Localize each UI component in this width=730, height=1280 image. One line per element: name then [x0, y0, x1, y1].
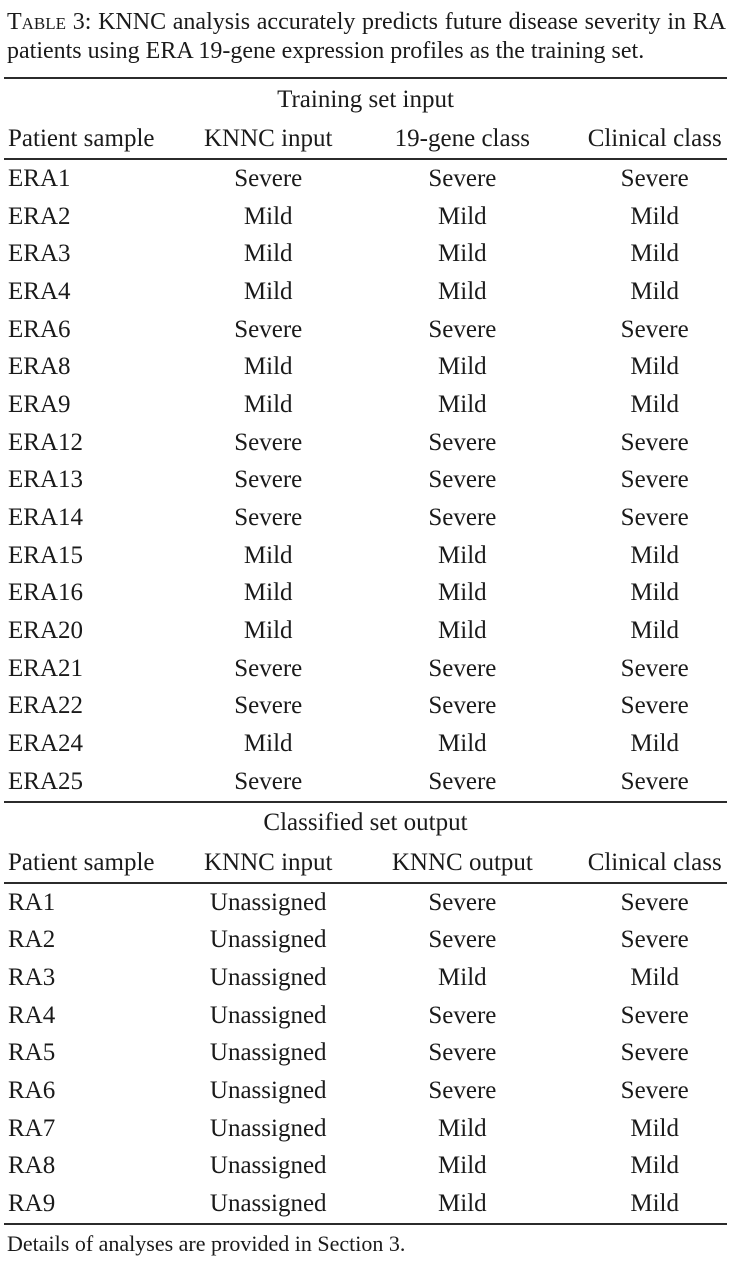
patient-sample-cell: ERA1 [8, 164, 71, 192]
clinical-class-cell: Mild [630, 579, 679, 607]
column-header-knnc-output: KNNC output [342, 844, 582, 883]
patient-sample-cell: ERA25 [8, 767, 83, 795]
knnc-results-table [4, 77, 727, 1225]
knnc-input-cell: Severe [234, 692, 303, 720]
clinical-class-cell: Severe [620, 1076, 689, 1104]
19-gene-class-cell: Mild [438, 579, 487, 607]
patient-sample-cell: ERA16 [8, 579, 83, 607]
patient-sample-cell: ERA6 [8, 315, 71, 343]
clinical-class-cell: Mild [630, 617, 679, 645]
column-header-19-gene-class: 19-gene class [342, 120, 582, 159]
knnc-output-cell: Mild [438, 1190, 487, 1218]
19-gene-class-cell: Severe [428, 504, 497, 532]
knnc-input-cell: Severe [234, 466, 303, 494]
clinical-class-cell: Mild [630, 277, 679, 305]
patient-sample-cell: RA8 [8, 1152, 56, 1180]
19-gene-class-cell: Severe [428, 692, 497, 720]
knnc-input-cell: Unassigned [209, 926, 327, 954]
column-header-clinical-class: Clinical class [582, 120, 727, 159]
clinical-class-cell: Severe [620, 315, 689, 343]
column-header-clinical-class: Clinical class [582, 844, 727, 883]
column-header-patient-sample: Patient sample [4, 844, 194, 883]
table-row-era12 [4, 424, 727, 462]
clinical-class-cell: Mild [630, 390, 679, 418]
table-row-era13 [4, 462, 727, 500]
knnc-input-cell: Mild [243, 390, 293, 418]
clinical-class-cell: Severe [620, 428, 689, 456]
patient-sample-cell: ERA2 [8, 202, 71, 230]
19-gene-class-cell: Mild [438, 240, 487, 268]
patient-sample-cell: ERA24 [8, 730, 83, 758]
column-header-knnc-input: KNNC input [194, 844, 342, 883]
knnc-input-cell: Mild [243, 202, 293, 230]
knnc-output-cell: Severe [428, 1001, 497, 1029]
knnc-input-cell: Severe [234, 164, 303, 192]
patient-sample-cell: RA3 [8, 963, 56, 991]
section-title-training-set-input: Training set input [4, 78, 727, 120]
table-row-era22 [4, 688, 727, 726]
table-body [4, 78, 727, 1224]
knnc-input-cell: Unassigned [209, 963, 327, 991]
patient-sample-cell: ERA22 [8, 692, 83, 720]
clinical-class-cell: Severe [620, 767, 689, 795]
knnc-input-cell: Mild [243, 617, 293, 645]
knnc-input-cell: Mild [243, 730, 293, 758]
table-row-era1 [4, 159, 727, 198]
knnc-input-cell: Unassigned [209, 1001, 327, 1029]
knnc-output-cell: Severe [428, 1076, 497, 1104]
knnc-input-cell: Unassigned [209, 1039, 327, 1067]
table-row-era25 [4, 763, 727, 802]
table-row-ra2 [4, 921, 727, 959]
table-row-era24 [4, 725, 727, 763]
19-gene-class-cell: Severe [428, 654, 497, 682]
patient-sample-cell: RA7 [8, 1114, 56, 1142]
patient-sample-cell: ERA20 [8, 617, 83, 645]
knnc-input-cell: Mild [243, 579, 293, 607]
clinical-class-cell: Mild [630, 730, 679, 758]
table-caption [7, 8, 726, 66]
knnc-output-cell: Severe [428, 888, 497, 916]
knnc-output-cell: Mild [438, 963, 487, 991]
19-gene-class-cell: Mild [438, 541, 487, 569]
knnc-input-cell: Unassigned [209, 1152, 327, 1180]
clinical-class-cell: Mild [630, 541, 679, 569]
section-title-row-classified-set-output [4, 802, 727, 844]
19-gene-class-cell: Severe [428, 428, 497, 456]
table-footnote: Details of analyses are provided in Section 3. [7, 1230, 406, 1256]
table-row-era4 [4, 273, 727, 311]
table-row-era9 [4, 386, 727, 424]
knnc-input-cell: Mild [243, 240, 293, 268]
patient-sample-cell: ERA13 [8, 466, 83, 494]
patient-sample-cell: ERA3 [8, 240, 71, 268]
table-row-era21 [4, 650, 727, 688]
patient-sample-cell: RA6 [8, 1076, 56, 1104]
clinical-class-cell: Mild [630, 202, 679, 230]
knnc-input-cell: Unassigned [209, 888, 327, 916]
table-row-era16 [4, 575, 727, 613]
table-row-era14 [4, 499, 727, 537]
table-row-ra1 [4, 883, 727, 922]
clinical-class-cell: Mild [630, 1152, 679, 1180]
clinical-class-cell: Severe [620, 504, 689, 532]
patient-sample-cell: ERA8 [8, 353, 71, 381]
clinical-class-cell: Mild [630, 1114, 679, 1142]
patient-sample-cell: RA4 [8, 1001, 56, 1029]
clinical-class-cell: Mild [630, 240, 679, 268]
knnc-input-cell: Unassigned [209, 1114, 327, 1142]
19-gene-class-cell: Mild [438, 202, 487, 230]
19-gene-class-cell: Severe [428, 315, 497, 343]
knnc-input-cell: Unassigned [209, 1076, 327, 1104]
table-row-era3 [4, 235, 727, 273]
table-row-ra7 [4, 1110, 727, 1148]
knnc-input-cell: Severe [234, 315, 303, 343]
table-caption-text: KNNC analysis accurately predicts future disease severity in RA patients using ERA 19-gene expression profiles as the training set. [7, 9, 727, 64]
table-caption-label: Table 3: [7, 9, 92, 35]
knnc-input-cell: Severe [234, 654, 303, 682]
column-header-knnc-input: KNNC input [194, 120, 342, 159]
knnc-output-cell: Mild [438, 1114, 487, 1142]
clinical-class-cell: Severe [620, 926, 689, 954]
19-gene-class-cell: Mild [438, 353, 487, 381]
section-title-classified-set-output: Classified set output [4, 802, 727, 844]
knnc-input-cell: Severe [234, 428, 303, 456]
table-row-era6 [4, 311, 727, 349]
column-header-row [4, 120, 727, 159]
knnc-input-cell: Severe [234, 767, 303, 795]
patient-sample-cell: ERA4 [8, 277, 71, 305]
knnc-input-cell: Mild [243, 541, 293, 569]
19-gene-class-cell: Severe [428, 164, 497, 192]
19-gene-class-cell: Mild [438, 617, 487, 645]
patient-sample-cell: RA5 [8, 1039, 56, 1067]
clinical-class-cell: Severe [620, 1001, 689, 1029]
clinical-class-cell: Mild [630, 1190, 679, 1218]
table-row-ra6 [4, 1072, 727, 1110]
table-row-era20 [4, 612, 727, 650]
clinical-class-cell: Severe [620, 654, 689, 682]
knnc-output-cell: Severe [428, 1039, 497, 1067]
table-row-ra9 [4, 1185, 727, 1224]
knnc-output-cell: Severe [428, 926, 497, 954]
patient-sample-cell: RA9 [8, 1190, 56, 1218]
clinical-class-cell: Severe [620, 466, 689, 494]
clinical-class-cell: Severe [620, 1039, 689, 1067]
clinical-class-cell: Mild [630, 963, 679, 991]
patient-sample-cell: ERA15 [8, 541, 83, 569]
patient-sample-cell: ERA21 [8, 654, 83, 682]
table-row-ra5 [4, 1034, 727, 1072]
clinical-class-cell: Severe [620, 692, 689, 720]
clinical-class-cell: Severe [620, 888, 689, 916]
section-title-row-training-set-input [4, 78, 727, 120]
clinical-class-cell: Mild [630, 353, 679, 381]
table-row-ra3 [4, 959, 727, 997]
19-gene-class-cell: Mild [438, 730, 487, 758]
table-row-ra8 [4, 1148, 727, 1186]
clinical-class-cell: Severe [620, 164, 689, 192]
column-header-row [4, 844, 727, 883]
19-gene-class-cell: Mild [438, 277, 487, 305]
knnc-input-cell: Unassigned [209, 1190, 327, 1218]
patient-sample-cell: ERA12 [8, 428, 83, 456]
knnc-input-cell: Severe [234, 504, 303, 532]
19-gene-class-cell: Mild [438, 390, 487, 418]
table-row-era15 [4, 537, 727, 575]
knnc-output-cell: Mild [438, 1152, 487, 1180]
table-row-era2 [4, 198, 727, 236]
patient-sample-cell: ERA9 [8, 390, 71, 418]
patient-sample-cell: RA2 [8, 926, 56, 954]
patient-sample-cell: ERA14 [8, 504, 83, 532]
knnc-input-cell: Mild [243, 277, 293, 305]
19-gene-class-cell: Severe [428, 767, 497, 795]
patient-sample-cell: RA1 [8, 888, 56, 916]
column-header-patient-sample: Patient sample [4, 120, 194, 159]
19-gene-class-cell: Severe [428, 466, 497, 494]
table-row-era8 [4, 348, 727, 386]
knnc-input-cell: Mild [243, 353, 293, 381]
table-row-ra4 [4, 997, 727, 1035]
